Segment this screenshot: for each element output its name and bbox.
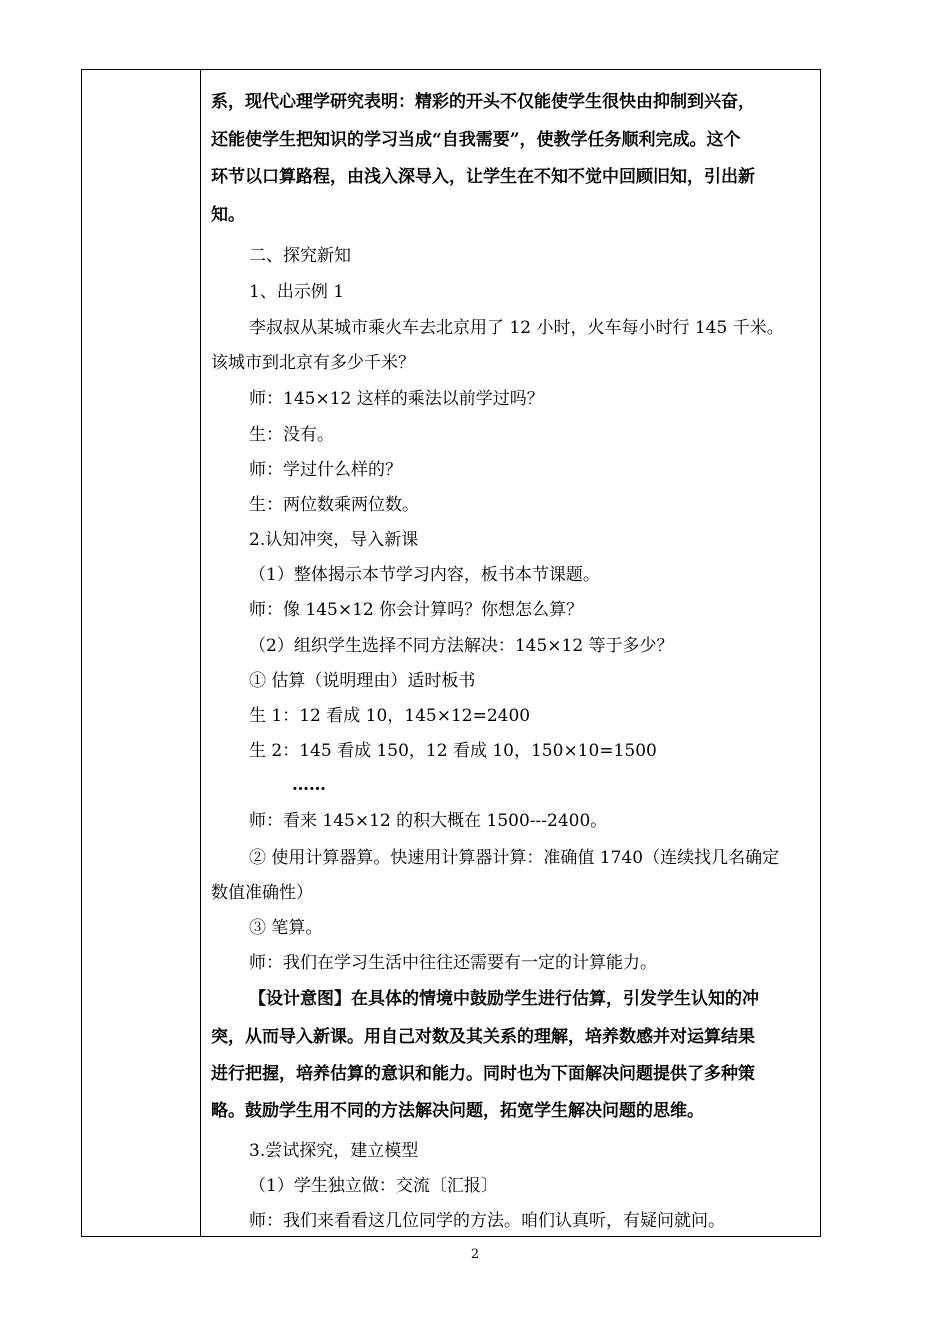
step-item: 师：看来 145×12 的积大概在 1500---2400。 bbox=[249, 811, 608, 831]
dialogue-line: 师：145×12 这样的乘法以前学过吗？ bbox=[249, 389, 544, 409]
step-item: 师：我们来看看这几位同学的方法。咱们认真听，有疑问就问。 bbox=[249, 1211, 725, 1231]
step-item: （1）整体揭示本节学习内容，板书本节课题。 bbox=[249, 565, 600, 585]
lesson-plan-table bbox=[81, 69, 821, 1237]
step-item: 师：像 145×12 你会计算吗？你想怎么算？ bbox=[249, 600, 584, 620]
step-item: ① 估算（说明理由）适时板书 bbox=[249, 671, 476, 691]
step-item: ② 使用计算器算。快速用计算器计算：准确值 1740（连续找几名确定 bbox=[249, 848, 780, 868]
intent-text-line: 进行把握，培养估算的意识和能力。同时也为下面解决问题提供了多种策 bbox=[211, 1064, 755, 1084]
step-item: 师：我们在学习生活中往往还需要有一定的计算能力。 bbox=[249, 953, 657, 973]
step-title: 3.尝试探究，建立模型 bbox=[249, 1141, 419, 1161]
page-number: 2 bbox=[470, 1247, 480, 1262]
problem-line: 李叔叔从某城市乘火车去北京用了 12 小时，火车每小时行 145 千米。 bbox=[249, 318, 784, 338]
step-item: ③ 笔算。 bbox=[249, 918, 323, 938]
intent-text-line: 知。 bbox=[211, 205, 245, 225]
intent-text-line: 还能使学生把知识的学习当成“自我需要”，使教学任务顺利完成。这个 bbox=[211, 130, 741, 150]
step-item: 数值准确性） bbox=[211, 883, 313, 903]
ellipsis: …… bbox=[292, 775, 326, 795]
dialogue-line: 师：学过什么样的？ bbox=[249, 460, 402, 480]
dialogue-line: 生：两位数乘两位数。 bbox=[249, 495, 419, 515]
column-divider bbox=[200, 70, 201, 1236]
intent-text-line: 系，现代心理学研究表明：精彩的开头不仅能使学生很快由抑制到兴奋， bbox=[211, 92, 755, 112]
dialogue-line: 生：没有。 bbox=[249, 425, 334, 445]
intent-text-line: 【设计意图】在具体的情境中鼓励学生进行估算，引发学生认知的冲 bbox=[249, 989, 759, 1009]
intent-text-line: 环节以口算路程，由浅入深导入，让学生在不知不觉中回顾旧知，引出新 bbox=[211, 167, 755, 187]
step-item: （1）学生独立做：交流〔汇报〕 bbox=[249, 1176, 498, 1196]
example-heading: 1、出示例 1 bbox=[249, 282, 345, 302]
problem-line: 该城市到北京有多少千米？ bbox=[211, 353, 415, 373]
step-item: 生 2：145 看成 150，12 看成 10，150×10=1500 bbox=[249, 741, 657, 761]
section-title: 二、探究新知 bbox=[249, 246, 351, 266]
intent-text-line: 突，从而导入新课。用自己对数及其关系的理解，培养数感并对运算结果 bbox=[211, 1027, 755, 1047]
step-title: 2.认知冲突，导入新课 bbox=[249, 530, 419, 550]
step-item: （2）组织学生选择不同方法解决：145×12 等于多少？ bbox=[249, 636, 674, 656]
intent-text-line: 略。鼓励学生用不同的方法解决问题，拓宽学生解决问题的思维。 bbox=[211, 1101, 704, 1121]
step-item: 生 1：12 看成 10，145×12=2400 bbox=[249, 706, 531, 726]
